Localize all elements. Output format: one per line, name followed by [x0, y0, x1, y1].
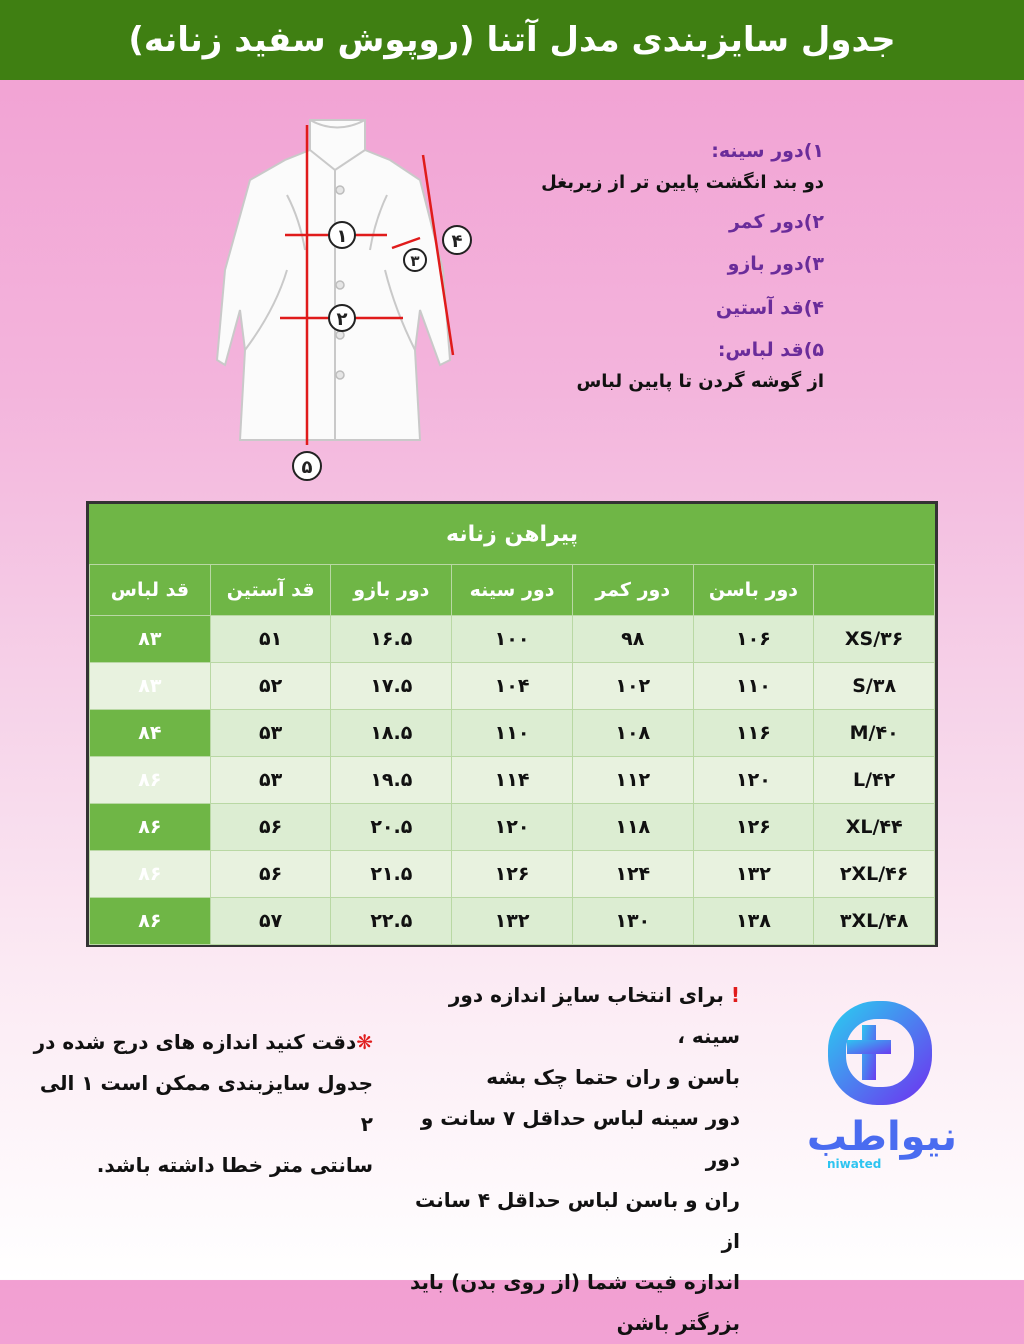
note-line: دور سینه لباس حداقل ۷ سانت و دور — [420, 1106, 740, 1171]
table-cell: ۵۶ — [210, 851, 331, 898]
size-table — [89, 504, 935, 945]
accuracy-note — [28, 1022, 373, 1186]
marker-4: ۴ — [451, 231, 463, 252]
table-cell: ۱۱۰ — [452, 710, 573, 757]
table-cell: ۵۲ — [210, 663, 331, 710]
table-cell: ۱۲۰ — [452, 804, 573, 851]
size-cell: ۲XL/۴۶ — [814, 851, 935, 898]
table-cell: ۱۱۶ — [693, 710, 814, 757]
table-cell: ۱۹.۵ — [331, 757, 452, 804]
exclamation-icon: ! — [730, 983, 740, 1007]
note-line: سانتی متر خطا داشته باشد. — [96, 1153, 373, 1177]
table-row — [90, 710, 935, 757]
table-row — [90, 757, 935, 804]
page-title-bar — [0, 0, 1024, 80]
table-cell: ۸۳ — [90, 663, 211, 710]
measure-head: ۴)قد آستین — [715, 297, 824, 319]
table-cell: ۱۳۲ — [452, 898, 573, 945]
table-cell: ۱۶.۵ — [331, 616, 452, 663]
measure-head: ۵)قد لباس: — [717, 339, 824, 361]
table-row — [90, 663, 935, 710]
table-cell: ۱۱۰ — [693, 663, 814, 710]
logo-latin: niwated — [827, 1157, 882, 1171]
brand-logo — [762, 1000, 1002, 1190]
table-header-row — [90, 565, 935, 616]
table-cell: ۱۱۴ — [452, 757, 573, 804]
logo-text: نیواطب — [806, 1114, 958, 1160]
measure-item — [384, 253, 824, 275]
table-cell: ۱۰۲ — [572, 663, 693, 710]
table-cell: ۸۶ — [90, 898, 211, 945]
column-header: قد لباس — [90, 565, 211, 616]
table-cell: ۵۳ — [210, 710, 331, 757]
table-cell: ۲۰.۵ — [331, 804, 452, 851]
table-cell: ۵۳ — [210, 757, 331, 804]
size-cell: L/۴۲ — [814, 757, 935, 804]
marker-1: ۱ — [336, 226, 348, 247]
note-line: باسن و ران حتما چک بشه — [486, 1065, 740, 1089]
size-cell: XS/۳۶ — [814, 616, 935, 663]
note-line: ران و باسن لباس حداقل ۴ سانت از — [415, 1188, 740, 1253]
note-line: جدول سایزبندی ممکن است ۱ الی ۲ — [39, 1071, 373, 1136]
table-cell: ۱۱۲ — [572, 757, 693, 804]
table-cell: ۱۸.۵ — [331, 710, 452, 757]
table-caption-row — [90, 504, 935, 565]
table-cell: ۸۴ — [90, 710, 211, 757]
table-cell: ۱۲۴ — [572, 851, 693, 898]
measure-item — [384, 339, 824, 392]
size-cell: S/۳۸ — [814, 663, 935, 710]
table-cell: ۲۱.۵ — [331, 851, 452, 898]
column-header: دور باسن — [693, 565, 814, 616]
table-cell: ۸۶ — [90, 804, 211, 851]
measure-item — [384, 211, 824, 233]
table-cell: ۲۲.۵ — [331, 898, 452, 945]
logo-mark-icon — [837, 1000, 932, 1096]
marker-5: ۵ — [301, 457, 313, 478]
table-cell: ۱۳۸ — [693, 898, 814, 945]
table-cell: ۱۰۰ — [452, 616, 573, 663]
table-cell: ۱۰۶ — [693, 616, 814, 663]
size-table-container — [86, 501, 938, 947]
table-cell: ۵۶ — [210, 804, 331, 851]
table-cell: ۱۲۶ — [693, 804, 814, 851]
size-cell: M/۴۰ — [814, 710, 935, 757]
table-row — [90, 804, 935, 851]
table-cell: ۸۳ — [90, 616, 211, 663]
table-cell: ۸۶ — [90, 851, 211, 898]
note-text: دقت کنید اندازه های درج شده در — [33, 1030, 357, 1054]
table-cell: ۱۰۴ — [452, 663, 573, 710]
table-cell: ۱۰۸ — [572, 710, 693, 757]
table-cell: ۱۳۲ — [693, 851, 814, 898]
column-header: دور سینه — [452, 565, 573, 616]
table-caption: پیراهن زنانه — [90, 504, 935, 565]
note-text: برای انتخاب سایز اندازه دور سینه ، — [448, 983, 740, 1048]
marker-3: ۳ — [410, 252, 420, 270]
table-cell: ۱۳۰ — [572, 898, 693, 945]
size-cell: XL/۴۴ — [814, 804, 935, 851]
measure-head: ۳)دور بازو — [727, 253, 824, 275]
asterisk-icon: ❋ — [356, 1030, 373, 1054]
table-cell: ۱۲۶ — [452, 851, 573, 898]
measure-item — [384, 297, 824, 319]
table-cell: ۵۷ — [210, 898, 331, 945]
table-cell: ۱۲۰ — [693, 757, 814, 804]
measure-desc: دو بند انگشت پایین تر از زیربغل — [541, 172, 824, 193]
marker-2: ۲ — [336, 309, 348, 330]
size-cell: ۳XL/۴۸ — [814, 898, 935, 945]
note-line — [28, 1022, 373, 1063]
table-cell: ۸۶ — [90, 757, 211, 804]
column-header — [814, 565, 935, 616]
column-header: دور بازو — [331, 565, 452, 616]
table-cell: ۱۱۸ — [572, 804, 693, 851]
table-row — [90, 898, 935, 945]
table-cell: ۵۱ — [210, 616, 331, 663]
note-line: بزرگتر باشن — [616, 1311, 740, 1335]
column-header: قد آستین — [210, 565, 331, 616]
measure-head: ۱)دور سینه: — [711, 140, 824, 162]
table-row — [90, 851, 935, 898]
table-cell: ۹۸ — [572, 616, 693, 663]
table-cell: ۱۷.۵ — [331, 663, 452, 710]
measure-desc: از گوشه گردن تا پایین لباس — [576, 371, 824, 392]
measurement-guide — [384, 140, 824, 406]
column-header: دور کمر — [572, 565, 693, 616]
size-selection-note — [400, 975, 740, 1344]
note-line — [400, 975, 740, 1057]
measure-item — [384, 140, 824, 193]
table-row — [90, 616, 935, 663]
page-title: جدول سایزبندی مدل آتنا (روپوش سفید زنانه) — [128, 20, 896, 60]
measure-head: ۲)دور کمر — [728, 211, 824, 233]
note-line: اندازه فیت شما (از روی بدن) باید — [409, 1270, 740, 1294]
